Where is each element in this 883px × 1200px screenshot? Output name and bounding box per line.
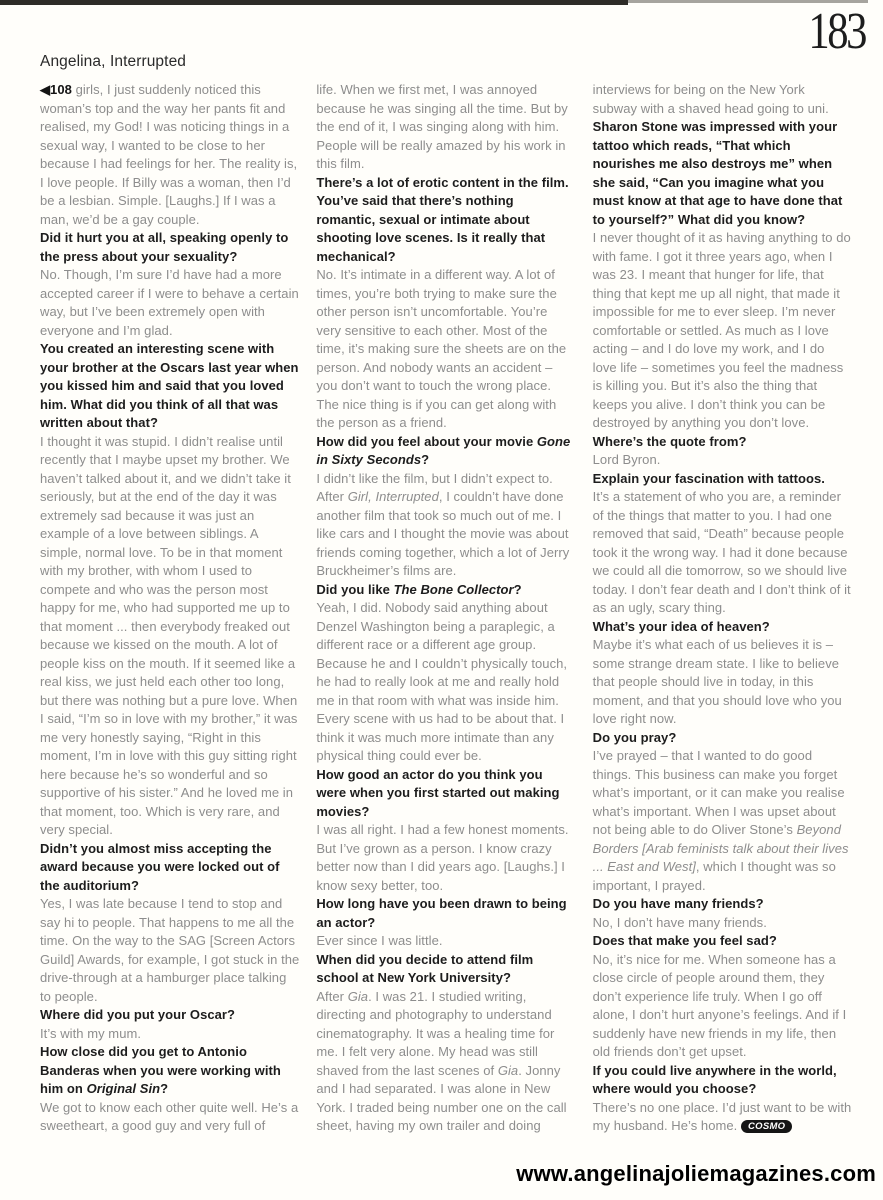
movie-title: Beyond Borders [Arab feminists talk about their lives ... East and West] xyxy=(592,822,849,874)
text-run: Does that make you feel sad? xyxy=(592,933,777,948)
text-run: There’s a lot of erotic content in the film. You’ve said that there’s nothing romantic, sexual or intimate about shooting love scenes. Is it really that mechanical? xyxy=(316,174,569,264)
interview-question xyxy=(316,174,575,267)
text-run: We got to know each other quite well. He’s a sweetheart, a good guy and very full of xyxy=(40,1099,299,1133)
text-run: Do you pray? xyxy=(592,729,677,745)
article-title: Angelina, Interrupted xyxy=(40,53,187,70)
interview-question xyxy=(40,229,299,266)
text-run: Explain your fascination with tattoos. xyxy=(592,470,825,486)
interview-answer xyxy=(593,951,852,1062)
text-run: ? xyxy=(421,452,430,467)
movie-title: Gone in Sixty Seconds xyxy=(316,433,571,467)
text-run: I was all right. I had a few honest moments. But I’ve grown as a person. I know crazy better now than I did years ago. [Laughs.] I know sexy better, too. xyxy=(316,822,569,893)
interview-question xyxy=(316,895,575,932)
text-run: What’s your idea of heaven? xyxy=(592,618,770,634)
text-run: I never thought of it as having anything to do with fame. I got it three years ago, when I was 23. I meant that hunger for life, that thing that kept me up all night, that made it impossible for me to ever sleep. I’m never comfortable or settled. As much as I love acting – and I do love my work, and I do love life – sometimes you feel the madness is killing you. But it’s also the thing that keeps you alive. I don’t think you can be destroyed by anything you don’t love. xyxy=(592,230,851,430)
text-run: Did you like xyxy=(316,581,394,597)
page-number: 183 xyxy=(808,3,865,60)
text-run: Where’s the quote from? xyxy=(592,433,747,449)
text-run: No, I don’t have many friends. xyxy=(592,914,767,930)
interview-answer xyxy=(593,636,852,729)
interview-answer xyxy=(40,81,299,229)
interview-question xyxy=(593,618,852,637)
interview-answer xyxy=(40,266,299,340)
interview-question xyxy=(593,1062,852,1099)
text-run: Sharon Stone was impressed with your tattoo which reads, “That which nourishes me also destroys me” when she said, “Can you imagine what you must know at that age to have done that to yourself?” What did you know? xyxy=(592,119,843,227)
text-run: , which I thought was so important, I prayed. xyxy=(592,859,836,893)
interview-answer xyxy=(593,914,852,933)
interview-answer xyxy=(40,1099,299,1136)
text-run: Maybe it’s what each of us believes it is – some strange dream state. I like to believe that people should live in today, in this moment, and that you should love who you love right now. xyxy=(592,637,842,726)
interview-question xyxy=(40,1006,299,1025)
interview-question xyxy=(40,840,299,896)
movie-title: Girl, Interrupted xyxy=(347,489,439,504)
text-run: It’s with my mum. xyxy=(40,1025,142,1041)
movie-title: The Bone Collector xyxy=(393,581,514,597)
interview-answer xyxy=(316,821,575,895)
interview-question xyxy=(40,340,299,433)
cosmo-end-logo: COSMO xyxy=(741,1120,792,1133)
text-run: If you could live anywhere in the world, where would you choose? xyxy=(592,1062,837,1096)
interview-answer xyxy=(316,470,575,581)
interview-question xyxy=(593,932,852,951)
text-run: There’s no one place. I’d just want to be with my husband. He’s home. xyxy=(592,1099,852,1133)
interview-answer xyxy=(593,747,852,895)
text-run: . I was 21. I studied writing, directing and photography to understand cinematography. It was a healing time for me. I felt very alone. My head was still shaved from the last scenes of xyxy=(316,988,555,1078)
interview-question xyxy=(593,433,852,452)
interview-answer xyxy=(316,599,575,766)
interview-question xyxy=(316,433,575,470)
text-run: , I couldn’t have done another film that took so much out of me. I like cars and I thought the movie was about friends coming together, which a lot of Jerry Bruckheimer’s films are. xyxy=(316,489,570,578)
interview-answer xyxy=(593,229,852,433)
text-run: How good an actor do you think you were when you first started out making movies? xyxy=(316,766,560,819)
text-run: life. When we first met, I was annoyed because he was singing all the time. But by the end of it, I was singing along with him. People will be really amazed by his work in this film. xyxy=(316,82,568,171)
column-2 xyxy=(316,81,575,1136)
interview-question xyxy=(593,470,852,489)
text-run: I didn’t like the film, but I didn’t expect to. After xyxy=(316,470,553,504)
interview-answer xyxy=(316,266,575,433)
text-run: Do you have many friends? xyxy=(592,896,764,911)
text-run: Where did you put your Oscar? xyxy=(40,1007,236,1022)
interview-answer xyxy=(593,81,852,118)
interview-answer xyxy=(593,451,852,470)
interview-answer xyxy=(593,488,852,618)
text-run: I thought it was stupid. I didn’t realise until recently that I maybe upset my brother. We haven’t talked about it, and we didn’t take it seriously, but at the end of the day it was extremely sad because it was just an example of a love between siblings. A simple, normal love. To be in that moment with my brother, with whom I used to compete and who was the person most happy for me, who had supported me up to that moment ... then everybody freaked out because we kissed on the mouth. A lot of people kiss on the mouth. If it seemed like a real kiss, we just held each other too long, but there was nothing but a pure love. When I said, “I’m so in love with my brother,” it was me very honestly saying, “Right in this moment, I’m in love with this guy sitting right here because he’s so wonderful and so supportive of his sister.” And he loved me in that moment, too. Which is very rare, and very special. xyxy=(40,433,298,837)
interview-answer xyxy=(40,433,299,840)
interview-question xyxy=(316,766,575,822)
interview-answer xyxy=(593,1099,852,1136)
text-run: How long have you been drawn to being an actor? xyxy=(316,896,567,930)
interview-answer xyxy=(40,895,299,1006)
text-run: Ever since I was little. xyxy=(316,933,443,948)
text-run: ? xyxy=(160,1081,169,1096)
text-run: interviews for being on the New York subway with a shaved head going to uni. xyxy=(592,82,829,116)
interview-question xyxy=(40,1043,299,1099)
text-run: . Jonny and I had separated. I was alone in New York. I traded being number one on the call sheet, having my own trailer and doing xyxy=(316,1062,567,1133)
interview-question xyxy=(593,729,852,748)
text-run: How did you feel about your movie xyxy=(316,433,537,449)
column-1 xyxy=(40,81,299,1136)
text-run: It’s a statement of who you are, a reminder of the things that matter to you. I had one removed that said, “Death” because people took it the wrong way. I had it done because we could all die tomorrow, so we should live today. I don’t fear death and I don’t think of it as an ugly, scary thing. xyxy=(592,489,851,615)
interview-question xyxy=(316,581,575,600)
text-run: How close did you get to Antonio Banderas when you were working with him on xyxy=(40,1044,281,1096)
text-run: girls, I just suddenly noticed this woman’s top and the way her pants fit and realised, my God! I was noticing things in a sexual way, I wanted to be close to her because I had feelings for her. The reality is, I love people. If Billy was a woman, then I’d be a lesbian. Simple. [Laughs.] If I was a man, we’d be a gay couple. xyxy=(40,82,298,227)
text-run: Lord Byron. xyxy=(592,452,661,467)
text-run: When did you decide to attend film school at New York University? xyxy=(316,951,534,985)
interview-answer xyxy=(316,932,575,951)
interview-answer xyxy=(40,1025,299,1044)
text-run: Didn’t you almost miss accepting the award because you were locked out of the auditorium? xyxy=(40,840,280,893)
text-run: I’ve prayed – that I wanted to do good things. This business can make you forget what’s important, or it can make you realise what’s important. When I was upset about not being able to do Oliver Stone’s xyxy=(592,748,845,837)
text-run: After xyxy=(316,988,348,1004)
column-3 xyxy=(593,81,852,1136)
interview-question xyxy=(593,118,852,229)
movie-title: Gia xyxy=(347,988,369,1004)
continuation-marker-icon: ◀108 xyxy=(40,82,76,97)
interview-answer xyxy=(316,988,575,1136)
text-run: Did it hurt you at all, speaking openly to the press about your sexuality? xyxy=(40,230,289,264)
text-run: No. It’s intimate in a different way. A lot of times, you’re both trying to make sure the other person isn’t uncomfortable. You’re very sensitive to each other. Most of the time, it’s making sure the sheets are on the person. And nobody wants an accident – you don’t want to touch the wrong place. The nice thing is if you can get along with the person as a friend. xyxy=(316,267,567,430)
text-run: ? xyxy=(513,581,522,597)
movie-title: Gia xyxy=(497,1062,519,1078)
footer-url: www.angelinajoliemagazines.com xyxy=(516,1161,876,1186)
article-columns xyxy=(40,81,852,1136)
movie-title: Original Sin xyxy=(86,1081,161,1096)
interview-question xyxy=(316,951,575,988)
text-run: No, it’s nice for me. When someone has a close circle of people around them, they don’t experience life truly. When I go off alone, I don’t hurt anyone’s feelings. And if I suddenly have new friends in my life, then old friends don’t get upset. xyxy=(592,951,847,1059)
text-run: Yes, I was late because I tend to stop and say hi to people. That happens to me all the time. On the way to the SAG [Screen Actors Guild] Awards, for example, I got stuck in the drive-through at a hamburger place talking to people. xyxy=(40,896,300,1004)
top-scan-bar xyxy=(0,0,628,5)
interview-answer xyxy=(316,81,575,174)
text-run: You created an interesting scene with your brother at the Oscars last year when you kissed him and said that you loved him. What did you think of all that was written about that? xyxy=(40,341,299,430)
text-run: No. Though, I’m sure I’d have had a more accepted career if I were to behave a certain way, but I’ve been extremely open with everyone and I’m glad. xyxy=(40,267,299,338)
text-run: Yeah, I did. Nobody said anything about Denzel Washington being a paraplegic, a different race or a different age group. Because he and I couldn’t physically touch, he had to really look at me and really hold me in that room with what was inside him. Every scene with us had to be about that. I think it was much more intimate than any physical thing could ever be. xyxy=(316,600,568,763)
interview-question xyxy=(593,895,852,914)
